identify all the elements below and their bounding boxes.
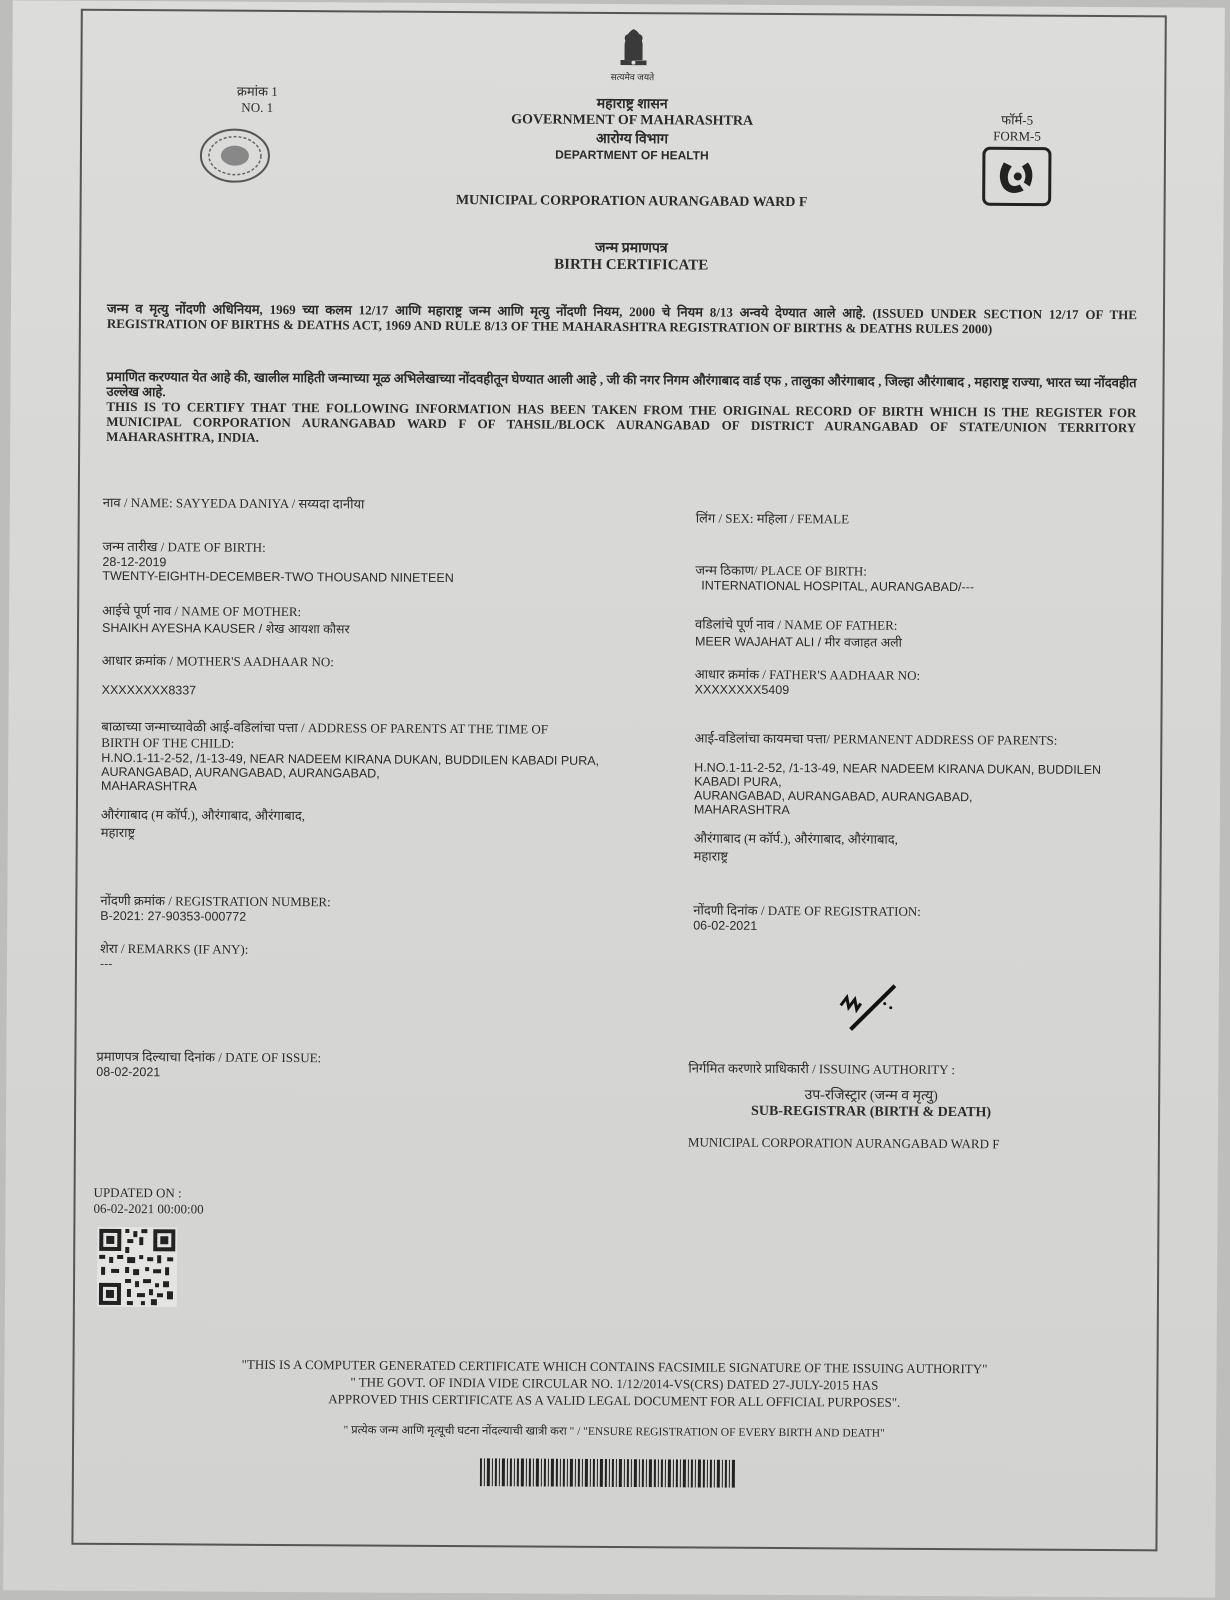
mother-value: SHAIKH AYESHA KAUSER / शेख आयशा कौसर <box>101 620 350 637</box>
dob-block <box>102 537 454 585</box>
updated-on-block <box>93 1185 203 1218</box>
birth-address-mr-line: औरंगाबाद (म कॉर्प.), औरंगाबाद, औरंगाबाद, <box>100 806 306 824</box>
registration-number-label: नोंदणी क्रमांक / REGISTRATION NUMBER: <box>100 892 331 910</box>
footer-line-2: " THE GOVT. OF INDIA VIDE CIRCULAR NO. 1/12/2014-VS(CRS) DATED 27-JULY-2015 HAS <box>350 1374 879 1393</box>
birth-address-label-2: BIRTH OF THE CHILD: <box>101 734 235 751</box>
name-field: नाव / NAME: SAYYEDA DANIYA / सय्यदा दानीया <box>102 494 365 512</box>
registration-date-label: नोंदणी दिनांक / DATE OF REGISTRATION: <box>693 902 921 919</box>
round-seal-icon <box>198 125 272 185</box>
father-aadhaar-label: आधार क्रमांक / FATHER'S AADHAAR NO: <box>694 666 921 683</box>
form-number <box>972 110 1062 145</box>
permanent-address-mr-line: महाराष्ट्र <box>693 848 729 864</box>
footer-slogan: " प्रत्येक जन्म आणि मृत्यूची घटना नोंदल्याची खात्री करा " / "ENSURE REGISTRATION OF EVERY BIRTH AND DEATH" <box>343 1424 885 1440</box>
permanent-address-line: KABADI PURA, <box>694 774 782 790</box>
permanent-address-mr-line: औरंगाबाद (म कॉर्प.), औरंगाबाद, औरंगाबाद, <box>693 830 898 847</box>
mother-aadhaar-label: आधार क्रमांक / MOTHER'S AADHAAR NO: <box>101 652 334 670</box>
birth-address-line: H.NO.1-11-2-52, /1-13-49, NEAR NADEEM KIRANA DUKAN, BUDDILEN KABADI PURA, <box>101 750 600 768</box>
dept-name-mr: आरोग्य विभाग <box>595 131 669 148</box>
authority-organization: MUNICIPAL CORPORATION AURANGABAD WARD F <box>687 1134 1000 1152</box>
registration-number-block <box>100 891 331 924</box>
permanent-address-line: MAHARASHTRA <box>693 802 790 818</box>
title-mr: जन्म प्रमाणपत्र <box>595 240 668 257</box>
mother-label: आईचे पूर्ण नाव / NAME OF MOTHER: <box>102 602 302 620</box>
updated-on-label: UPDATED ON : <box>93 1184 182 1201</box>
footer-line-3: APPROVED THIS CERTIFICATE AS A VALID LEGAL DOCUMENT FOR ALL OFFICIAL PURPOSES". <box>328 1391 901 1410</box>
dob-value: 28-12-2019 <box>102 554 167 570</box>
certificate-paper <box>3 0 1225 1597</box>
footer-disclaimer <box>144 1355 1084 1412</box>
issuing-authority-label: निर्गमित करणारे प्राधिकारी / ISSUING AUTHORITY : <box>688 1060 956 1078</box>
gov-name-en: GOVERNMENT OF MAHARASHTRA <box>511 112 754 129</box>
birth-address-line: AURANGABAD, AURANGABAD, AURANGABAD, <box>101 764 380 781</box>
dob-label: जन्म तारीख / DATE OF BIRTH: <box>102 538 266 555</box>
qr-code-icon <box>97 1227 177 1307</box>
mother-aadhaar-value: XXXXXXXX8337 <box>101 682 197 698</box>
updated-on-value: 06-02-2021 00:00:00 <box>93 1200 204 1217</box>
corporation-name: MUNICIPAL CORPORATION AURANGABAD WARD F <box>455 193 808 211</box>
pob-block <box>695 560 974 594</box>
certificate-title <box>481 237 781 275</box>
serial-number <box>212 82 302 117</box>
mother-aadhaar-block <box>102 651 334 698</box>
authority-title-mr: उप-रजिस्ट्रार (जन्म व मृत्यु) <box>804 1088 938 1104</box>
certify-text-en: THIS IS TO CERTIFY THAT THE FOLLOWING INFORMATION HAS BEEN TAKEN FROM THE ORIGINAL RECORD OF BIRTH WHICH IS THE REGISTER FOR MUNICIPAL CORPORATION AURANGABAD WARD F OF TAHSIL/BLOCK AURANGABAD OF DISTRICT AURANGABAD OF STATE/UNION TERRITORY MAHARASHTRA, INDIA. <box>106 398 1137 445</box>
health-logo-icon <box>982 146 1052 206</box>
registration-date-value: 06-02-2021 <box>693 918 758 933</box>
father-label: वडिलांचे पूर्ण नाव / NAME OF FATHER: <box>695 616 898 633</box>
dept-name-en: DEPARTMENT OF HEALTH <box>555 147 709 163</box>
certify-text-mr: प्रमाणित करण्यात येत आहे की, खालील माहिती जन्माच्या मूळ अभिलेखाच्या नोंदवहीतून घेण्यात आली आहे , जी की नगर निगम औरंगाबाद वार्ड एफ , तालुका औरंगाबाद , जिल्हा औरंगाबाद , महाराष्ट्र राज्या, भारत च्या नोंदवहीत उल्लेख आहे. <box>106 368 1137 400</box>
emblem-caption: सत्यमेव जयते <box>610 71 655 83</box>
registration-date-block <box>693 900 921 933</box>
issue-date-block <box>96 1047 321 1080</box>
remarks-block <box>100 939 248 972</box>
serial-label-mr: क्रमांक 1 <box>236 83 278 99</box>
form-label-mr: फॉर्म-5 <box>1001 112 1034 128</box>
footer-line-1: "THIS IS A COMPUTER GENERATED CERTIFICATE WHICH CONTAINS FACSIMILE SIGNATURE OF THE ISSUING AUTHORITY" <box>241 1356 988 1377</box>
mother-block <box>102 601 350 638</box>
issue-date-value: 08-02-2021 <box>96 1064 161 1080</box>
birth-address-label-1: बाळाच्या जन्माच्यावेळी आई-वडिलांचा पत्ता / ADDRESS OF PARENTS AT THE TIME OF <box>101 718 549 737</box>
permanent-address-block <box>694 728 1102 866</box>
dob-words: TWENTY-EIGHTH-DECEMBER-TWO THOUSAND NINETEEN <box>102 568 454 586</box>
form-label-en: FORM-5 <box>993 128 1041 144</box>
issuing-authority <box>706 1085 1036 1122</box>
issued-under-paragraph: जन्म व मृत्यु नोंदणी अधिनियम, 1969 च्या कलम 12/17 आणि महाराष्ट्र जन्म आणि मृत्यु नोंदणी नियम, 2000 चे नियम 8/13 अन्वये देण्यात आले आहे. (ISSUED UNDER SECTION 12/17 OF THE REGISTRATION OF BIRTHS & DEATHS ACT, 1969 AND RULE 8/13 OF THE MAHARASHTRA REGISTRATION OF BIRTHS & DEATHS RULES 2000) <box>106 300 1138 337</box>
birth-address-line: MAHARASHTRA <box>101 778 197 794</box>
father-aadhaar-block <box>695 664 921 697</box>
remarks-value: --- <box>99 956 113 971</box>
father-aadhaar-value: XXXXXXXX5409 <box>694 682 790 698</box>
gov-name-mr: महाराष्ट्र शासन <box>596 96 668 113</box>
father-value: MEER WAJAHAT ALI / मीर वजाहत अली <box>694 634 902 650</box>
birth-address-block <box>101 717 600 844</box>
permanent-address-line: H.NO.1-11-2-52, /1-13-49, NEAR NADEEM KIRANA DUKAN, BUDDILEN <box>694 760 1102 777</box>
serial-label-en: NO. 1 <box>241 99 274 115</box>
authority-title-en: SUB-REGISTRAR (BIRTH & DEATH) <box>751 1103 992 1121</box>
government-header <box>482 93 782 163</box>
registration-number-value: B-2021: 27-90353-000772 <box>100 908 247 924</box>
title-en: BIRTH CERTIFICATE <box>554 256 709 274</box>
barcode-icon <box>480 1458 736 1488</box>
permanent-address-label: आई-वडिलांचा कायमचा पत्ता/ PERMANENT ADDRESS OF PARENTS: <box>694 730 1058 748</box>
certify-paragraph <box>106 369 1136 450</box>
remarks-label: शेरा / REMARKS (IF ANY): <box>100 940 249 957</box>
national-emblem-icon <box>612 24 654 68</box>
issue-date-label: प्रमाणपत्र दिल्याचा दिनांक / DATE OF ISSUE: <box>96 1048 322 1066</box>
father-block <box>695 614 902 650</box>
sex-field: लिंग / SEX: महिला / FEMALE <box>695 510 850 527</box>
signature-icon <box>837 975 907 1035</box>
pob-value: INTERNATIONAL HOSPITAL, AURANGABAD/--- <box>701 578 975 595</box>
permanent-address-line: AURANGABAD, AURANGABAD, AURANGABAD, <box>693 788 973 805</box>
pob-label: जन्म ठिकाण/ PLACE OF BIRTH: <box>695 562 867 579</box>
birth-address-mr-line: महाराष्ट्र <box>100 824 136 841</box>
